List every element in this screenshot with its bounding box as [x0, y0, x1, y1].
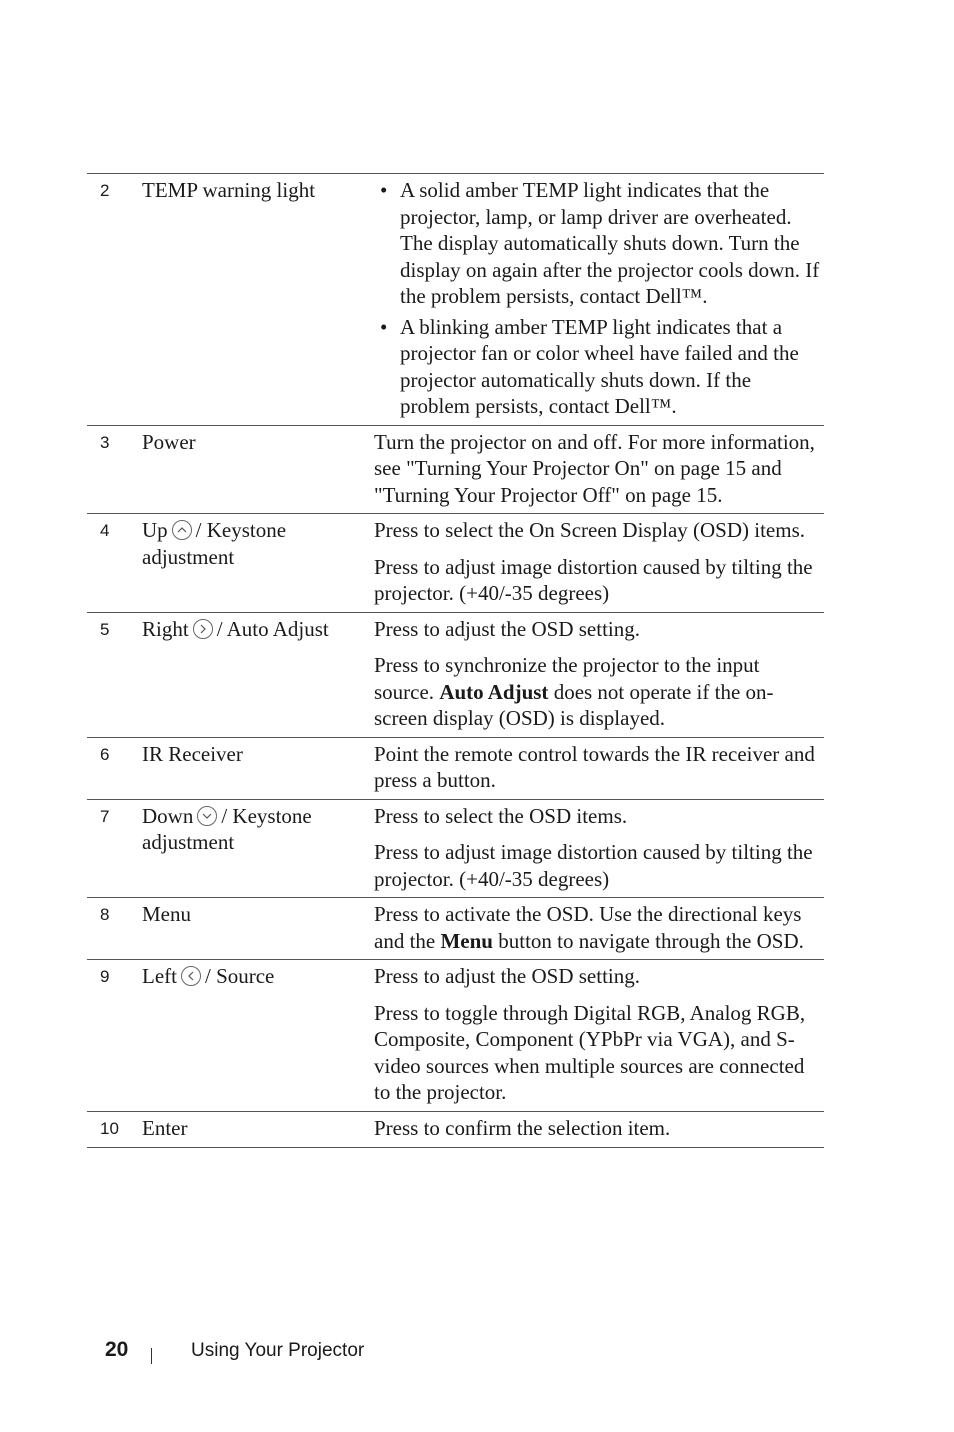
menu-label: Menu: [440, 928, 493, 953]
page-number: 20: [105, 1338, 129, 1361]
row-description: [374, 901, 824, 954]
table-row: [87, 174, 824, 426]
row-name: Power: [142, 429, 196, 454]
row-name-text: / Keystone adjustment: [142, 803, 312, 854]
list-item: • A blinking amber TEMP light indicates that a projector fan or color wheel have failed and the projector automatically shuts down. If the problem persists, contact Dell™.: [374, 314, 824, 420]
row-description: [374, 177, 824, 420]
description-text: Press to synchronize the projector to the input source.: [374, 653, 760, 704]
row-number: 6: [100, 744, 110, 764]
row-name-text: Right: [142, 616, 189, 641]
description-paragraph: Press to select the On Screen Display (OSD) items.: [374, 518, 806, 542]
description-paragraph: Point the remote control towards the IR receiver and press a button.: [374, 741, 815, 792]
row-number: 9: [100, 967, 110, 986]
row-name: [142, 803, 374, 893]
description-text: Press to activate the OSD. Use the directional keys and the: [374, 902, 802, 953]
description-paragraph: [374, 652, 824, 732]
table-row: [87, 514, 824, 613]
row-number: 4: [100, 521, 110, 540]
description-paragraph: Press to adjust the OSD setting.: [374, 964, 640, 988]
row-name: [142, 963, 374, 1106]
table-row: [87, 426, 824, 515]
description-paragraph: Press to adjust image distortion caused by tilting the projector. (+40/-35 degrees): [374, 840, 813, 891]
row-name-text: / Source: [204, 964, 275, 988]
table-row: [87, 898, 824, 960]
description-paragraph: Press to adjust the OSD setting.: [374, 616, 640, 641]
row-description: [374, 803, 824, 893]
description-paragraph: Press to confirm the selection item.: [374, 1115, 671, 1140]
description-paragraph: [374, 901, 824, 954]
row-number: 8: [100, 905, 110, 924]
row-number: 2: [100, 181, 110, 200]
button-description-table: [87, 173, 824, 1148]
table-row: [87, 738, 824, 800]
row-name-text: / Keystone adjustment: [142, 518, 287, 569]
chevron-right-icon: [193, 619, 213, 639]
row-name-text: Left: [142, 964, 177, 988]
row-name-text: Down: [142, 803, 194, 828]
row-name: [142, 616, 374, 732]
description-paragraph: Press to toggle through Digital RGB, Analog RGB, Composite, Component (YPbPr via VGA), and S-video sources when multiple sources are connected to the projector.: [374, 1000, 806, 1104]
table-row: [87, 960, 824, 1112]
row-name: Enter: [142, 1115, 188, 1140]
description-paragraph: Turn the projector on and off. For more information, see "Turning Your Projector On" on page 15 and "Turning Your Projector Off" on page 15.: [374, 429, 815, 507]
description-paragraph: Press to adjust image distortion caused by tilting the projector. (+40/-35 degrees): [374, 554, 813, 605]
chevron-up-icon: [172, 520, 192, 540]
row-name: Menu: [142, 902, 191, 926]
row-number: 7: [100, 806, 110, 826]
row-name-text: / Auto Adjust: [216, 616, 329, 641]
row-description: [374, 741, 824, 794]
row-description: [374, 517, 824, 607]
auto-adjust-label: Auto Adjust: [439, 679, 549, 704]
row-description: [374, 1115, 824, 1143]
chevron-left-icon: [181, 966, 201, 986]
description-text: does not operate if the on-screen display (OSD) is displayed.: [374, 679, 774, 730]
row-description: [374, 963, 824, 1106]
footer-divider: [151, 1348, 152, 1364]
table-row: [87, 800, 824, 899]
bullet-list: [374, 177, 824, 420]
table-row: [87, 1112, 824, 1149]
table-row: [87, 613, 824, 738]
row-number: 3: [100, 432, 110, 452]
row-name: IR Receiver: [142, 741, 243, 766]
description-paragraph: Press to select the OSD items.: [374, 803, 628, 828]
row-number: 10: [100, 1118, 119, 1138]
row-number: 5: [100, 619, 110, 639]
row-description: [374, 616, 824, 732]
chevron-down-icon: [197, 806, 217, 826]
row-description: [374, 429, 824, 509]
row-name: TEMP warning light: [142, 178, 316, 202]
row-name-text: Up: [142, 518, 168, 542]
row-name: [142, 517, 374, 607]
section-title: Using Your Projector: [191, 1340, 365, 1361]
description-text: button to navigate through the OSD.: [492, 928, 804, 953]
list-item: • A solid amber TEMP light indicates that the projector, lamp, or lamp driver are overheated. The display automatically shuts down. Turn the display on again after the projector cools down. If the problem persists, contact Dell™.: [374, 177, 824, 310]
